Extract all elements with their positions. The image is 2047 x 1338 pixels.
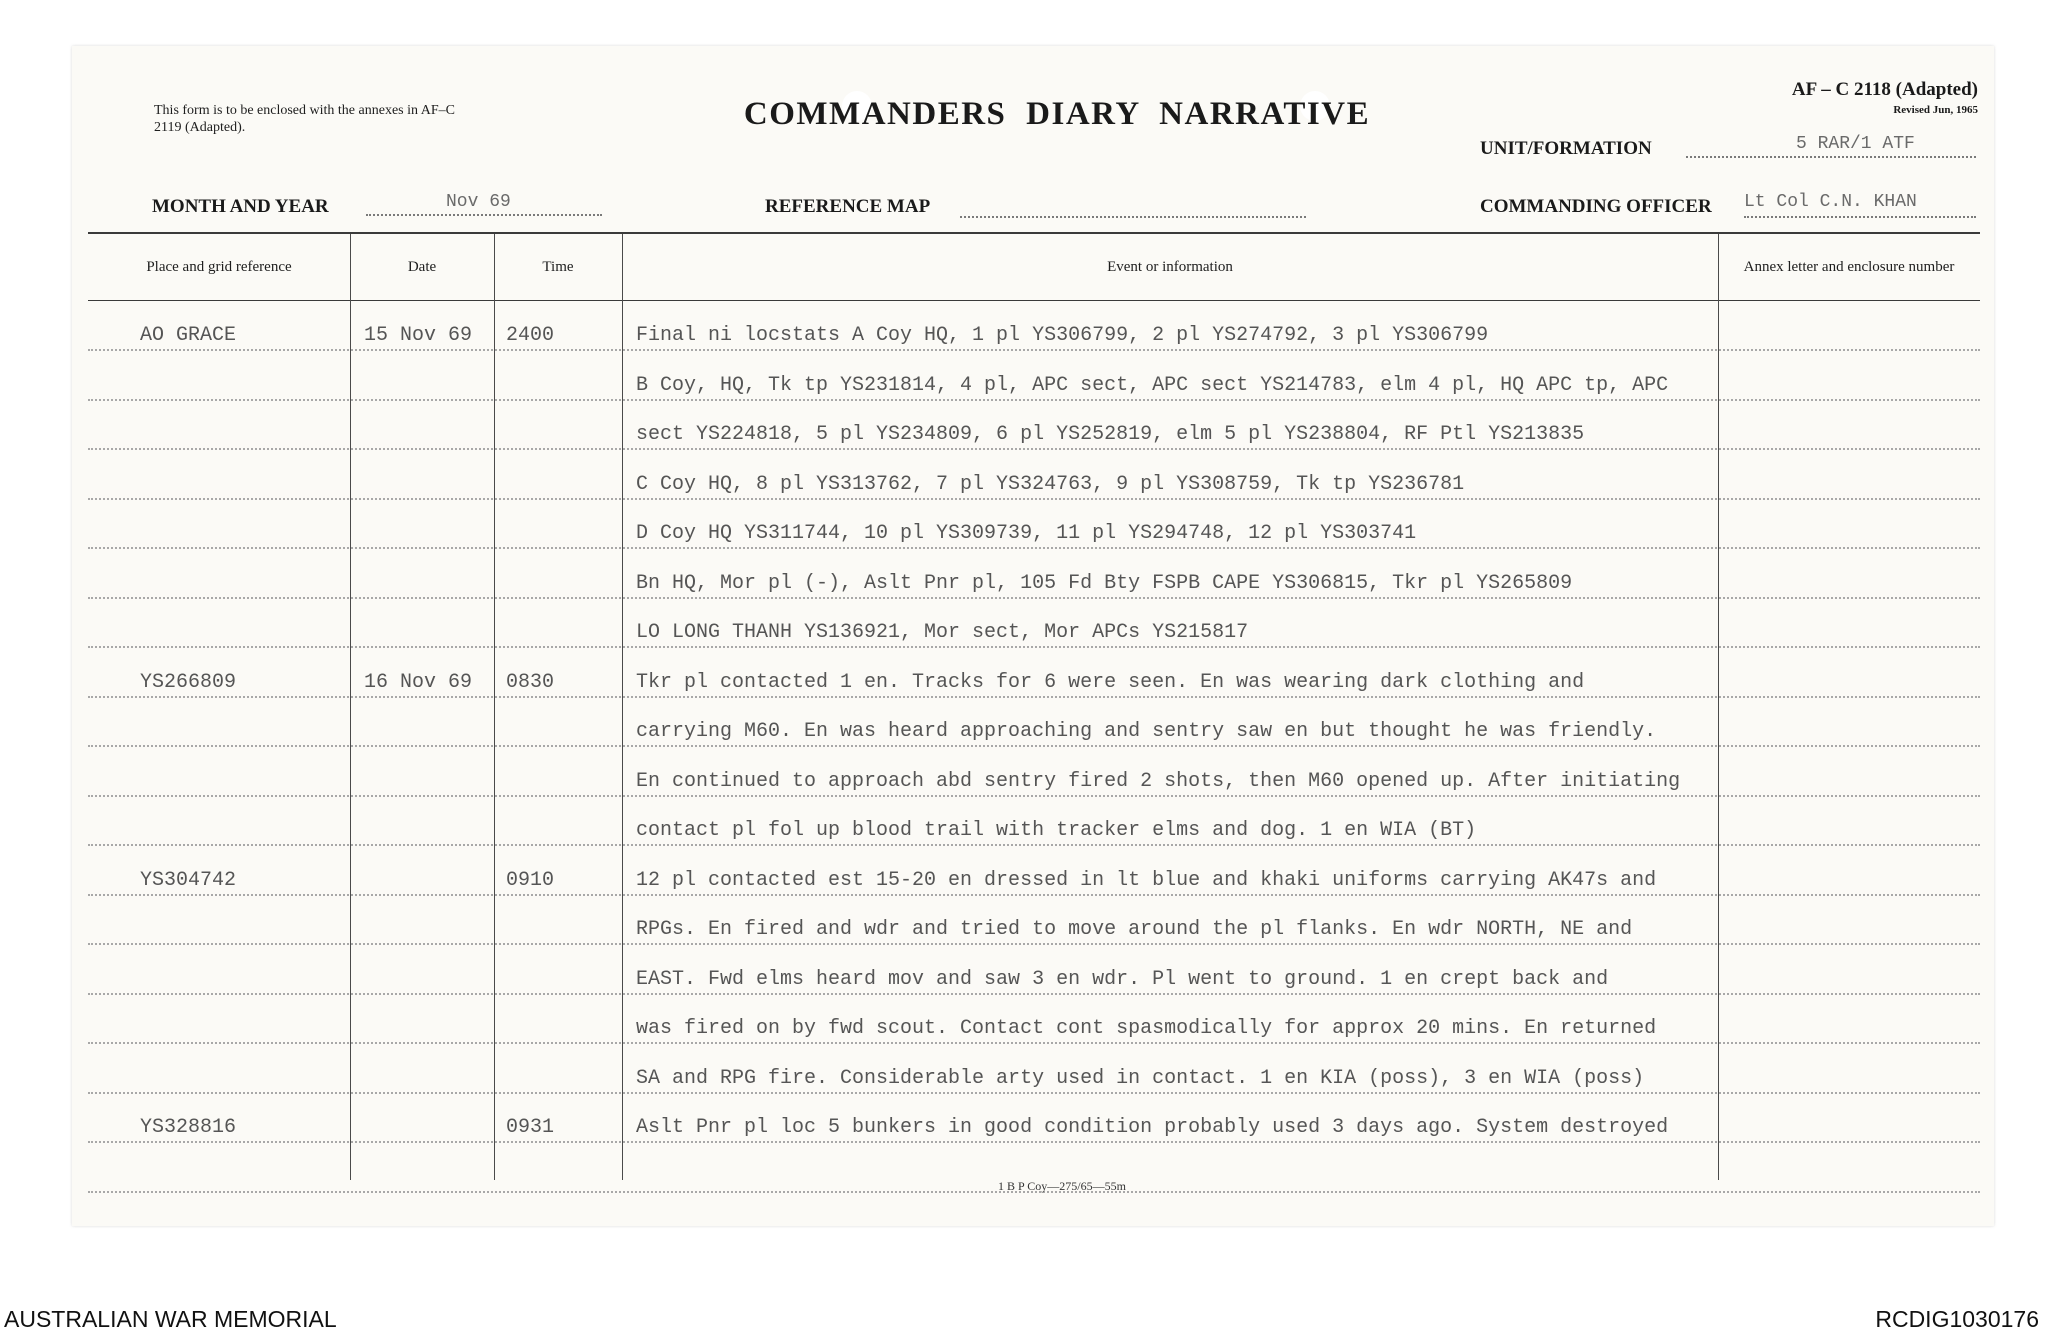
- table-row: [88, 300, 1980, 351]
- table-row: [88, 449, 1980, 500]
- form-number: AF – C 2118 (Adapted): [1791, 79, 1978, 100]
- unit-value: 5 RAR/1 ATF: [1686, 134, 1976, 158]
- event-cell: B Coy, HQ, Tk tp YS231814, 4 pl, APC sect, APC sect YS214783, elm 4 pl, HQ APC tp, APC: [636, 373, 1669, 397]
- event-cell: sect YS224818, 5 pl YS234809, 6 pl YS252819, elm 5 pl YS238804, RF Ptl YS213835: [636, 423, 1585, 446]
- event-cell: D Coy HQ YS311744, 10 pl YS309739, 11 pl YS294748, 12 pl YS303741: [636, 522, 1417, 545]
- event-cell: was fired on by fwd scout. Contact cont spasmodically for approx 20 mins. En returned: [636, 1017, 1657, 1040]
- diary-table: [88, 232, 1980, 1180]
- col-header-date: Date: [407, 258, 437, 275]
- table-row: [88, 894, 1980, 945]
- col-header-event: Event or information: [1107, 258, 1233, 275]
- table-row: [88, 647, 1980, 698]
- table-row: [88, 548, 1980, 599]
- archive-footer: [0, 1300, 2047, 1338]
- archive-reference: RCDIG1030176: [1875, 1306, 2039, 1332]
- place-cell: YS266809: [140, 670, 237, 694]
- event-cell: Tkr pl contacted 1 en. Tracks for 6 were seen. En was wearing dark clothing and: [636, 670, 1585, 694]
- unit-label: UNIT/FORMATION: [1480, 138, 1652, 159]
- month-year-label: MONTH AND YEAR: [152, 196, 329, 217]
- commanding-officer-value: Lt Col C.N. KHAN: [1744, 192, 1976, 218]
- form-number-block: [1792, 80, 1978, 120]
- time-cell: 2400: [506, 324, 555, 347]
- table-row: [88, 746, 1980, 797]
- event-cell: Final ni locstats A Coy HQ, 1 pl YS306799, 2 pl YS274792, 3 pl YS306799: [636, 324, 1489, 347]
- table-row: [88, 1043, 1980, 1094]
- time-cell: 0910: [506, 868, 555, 892]
- table-row: [88, 944, 1980, 995]
- event-cell: Bn HQ, Mor pl (-), Aslt Pnr pl, 105 Fd Bty FSPB CAPE YS306815, Tkr pl YS265809: [636, 571, 1573, 595]
- reference-map-value: [960, 192, 1306, 218]
- event-cell: LO LONG THANH YS136921, Mor sect, Mor APCs YS215817: [636, 621, 1249, 644]
- date-cell: 15 Nov 69: [364, 324, 473, 347]
- diary-form-sheet: [72, 46, 1994, 1226]
- event-cell: SA and RPG fire. Considerable arty used in contact. 1 en KIA (poss), 3 en WIA (poss): [636, 1066, 1645, 1090]
- reference-map-label: REFERENCE MAP: [765, 196, 931, 217]
- commanding-officer-label: COMMANDING OFFICER: [1480, 196, 1712, 217]
- printer-line: 1 B P Coy—275/65—55m: [998, 1179, 1126, 1193]
- col-header-annex: Annex letter and enclosure number: [1743, 258, 1955, 275]
- table-row: [88, 1092, 1980, 1143]
- month-year-value: Nov 69: [366, 192, 602, 216]
- place-cell: YS304742: [140, 868, 237, 892]
- col-header-time: Time: [542, 258, 574, 275]
- form-note: This form is to be enclosed with the annexes in AF–C 2119 (Adapted).: [154, 103, 455, 135]
- event-cell: contact pl fol up blood trail with tracker elms and dog. 1 en WIA (BT): [636, 819, 1477, 842]
- table-row: [88, 399, 1980, 450]
- table-row: [88, 597, 1980, 648]
- event-cell: carrying M60. En was heard approaching and sentry saw en but thought he was friendly.: [636, 720, 1657, 743]
- event-cell: Aslt Pnr pl loc 5 bunkers in good condition probably used 3 days ago. System destroyed: [636, 1116, 1669, 1139]
- table-row: [88, 845, 1980, 896]
- place-cell: AO GRACE: [140, 324, 237, 347]
- table-row: [88, 350, 1980, 401]
- page-title: COMMANDERS DIARY NARRATIVE: [743, 96, 1371, 132]
- table-row: [88, 696, 1980, 747]
- time-cell: 0931: [506, 1116, 555, 1139]
- col-header-place: Place and grid reference: [146, 258, 292, 275]
- time-cell: 0830: [506, 670, 555, 694]
- archive-name: AUSTRALIAN WAR MEMORIAL: [4, 1306, 337, 1332]
- event-cell: En continued to approach abd sentry fired 2 shots, then M60 opened up. After initiating: [636, 769, 1681, 793]
- table-row: [88, 498, 1980, 549]
- event-cell: EAST. Fwd elms heard mov and saw 3 en wdr. Pl went to ground. 1 en crept back and: [636, 967, 1609, 991]
- event-cell: 12 pl contacted est 15-20 en dressed in lt blue and khaki uniforms carrying AK47s and: [636, 868, 1657, 892]
- place-cell: YS328816: [140, 1116, 237, 1139]
- table-row: [88, 795, 1980, 846]
- revision-date: Revised Jun, 1965: [1893, 104, 1978, 116]
- event-cell: C Coy HQ, 8 pl YS313762, 7 pl YS324763, 9 pl YS308759, Tk tp YS236781: [636, 472, 1465, 496]
- table-row: [88, 993, 1980, 1044]
- event-cell: RPGs. En fired and wdr and tried to move around the pl flanks. En wdr NORTH, NE and: [636, 918, 1633, 941]
- date-cell: 16 Nov 69: [364, 670, 473, 694]
